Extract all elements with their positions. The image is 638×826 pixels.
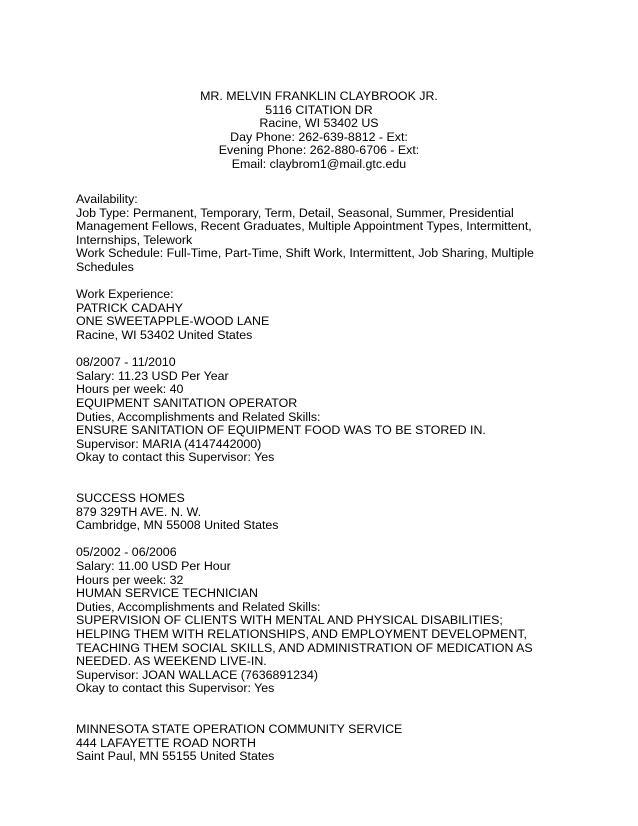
employer-name: PATRICK CADAHY: [76, 300, 183, 315]
job-entry: [76, 723, 556, 764]
job-hours: Hours per week: 32: [76, 572, 184, 587]
job-salary: Salary: 11.00 USD Per Hour: [76, 559, 231, 574]
applicant-name: MR. MELVIN FRANKLIN CLAYBROOK JR.: [200, 89, 438, 103]
evening-phone: Evening Phone: 262-880-6706 - Ext:: [218, 143, 420, 158]
work-schedule: Work Schedule: Full-Time, Part-Time, Shift Work, Intermittent, Job Sharing, Multiple Schedules: [76, 246, 534, 274]
job-entry: [76, 492, 556, 696]
duties-label: Duties, Accomplishments and Related Skills:: [76, 409, 321, 424]
resume-body: [76, 193, 556, 764]
contact-header: [0, 90, 638, 172]
work-experience-heading: Work Experience:: [76, 287, 174, 302]
employer-city: Cambridge, MN 55008 United States: [76, 518, 279, 533]
availability-section: [76, 193, 556, 275]
job-title: EQUIPMENT SANITATION OPERATOR: [76, 395, 298, 410]
job-dates: 08/2007 - 11/2010: [76, 355, 176, 370]
employer-name: MINNESOTA STATE OPERATION COMMUNITY SERVICE: [76, 722, 403, 737]
employer-address: ONE SWEETAPPLE-WOOD LANE: [76, 314, 270, 329]
employer-name: SUCCESS HOMES: [76, 491, 185, 506]
job-supervisor: Supervisor: JOAN WALLACE (7636891234): [76, 667, 318, 682]
job-supervisor: Supervisor: MARIA (4147442000): [76, 436, 262, 451]
day-phone: Day Phone: 262-639-8812 - Ext:: [230, 129, 408, 144]
availability-heading: Availability:: [76, 192, 138, 206]
city-state-zip: Racine, WI 53402 US: [259, 116, 379, 131]
job-title: HUMAN SERVICE TECHNICIAN: [76, 586, 258, 601]
job-duties: ENSURE SANITATION OF EQUIPMENT FOOD WAS TO BE STORED IN.: [76, 423, 486, 438]
street-address: 5116 CITATION DR: [265, 102, 373, 117]
employer-city: Racine, WI 53402 United States: [76, 327, 253, 342]
employer-address: 444 LAFAYETTE ROAD NORTH: [76, 735, 256, 750]
email: Email: claybrom1@mail.gtc.edu: [231, 156, 407, 171]
contact-permission: Okay to contact this Supervisor: Yes: [76, 681, 275, 696]
duties-label: Duties, Accomplishments and Related Skills:: [76, 599, 321, 614]
job-salary: Salary: 11.23 USD Per Year: [76, 368, 229, 383]
job-duties: SUPERVISION OF CLIENTS WITH MENTAL AND PHYSICAL DISABILITIES; HELPING THEM WITH RELATIONSHIPS, AND EMPLOYMENT DEVELOPMENT, TEACHING THEM SOCIAL SKILLS, AND ADMINISTRATION OF MEDICATION AS NEEDED. AS WEEKEND LIVE-IN.: [76, 613, 533, 669]
job-entry: [76, 302, 556, 465]
job-dates: 05/2002 - 06/2006: [76, 545, 177, 560]
employer-address: 879 329TH AVE. N. W.: [76, 504, 202, 519]
job-type: Job Type: Permanent, Temporary, Term, Detail, Seasonal, Summer, Presidential Management Fellows, Recent Graduates, Multiple Appointment Types, Intermittent, Internships, Telework: [76, 205, 532, 247]
contact-permission: Okay to contact this Supervisor: Yes: [76, 450, 275, 465]
job-hours: Hours per week: 40: [76, 382, 184, 397]
employer-city: Saint Paul, MN 55155 United States: [76, 749, 275, 764]
